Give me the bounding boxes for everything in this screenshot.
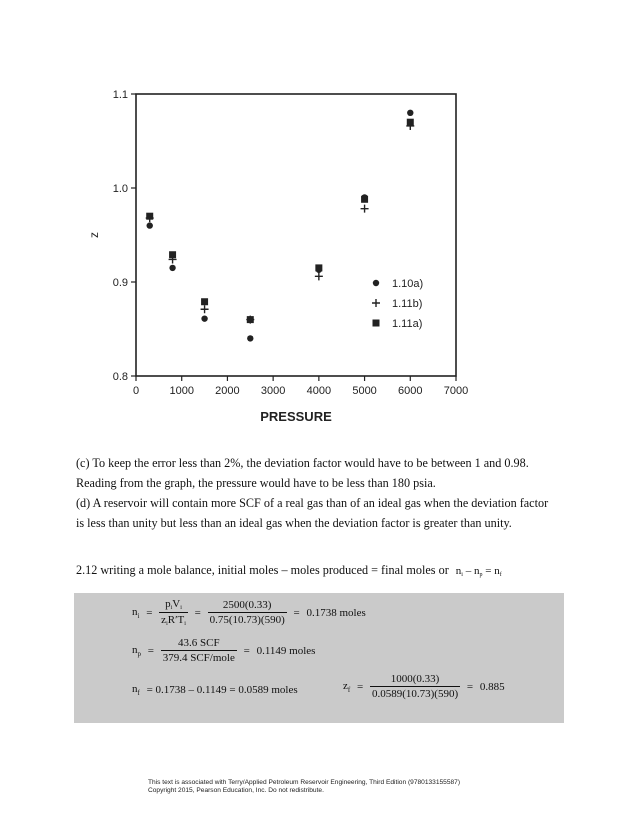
data-point-circle: [201, 315, 207, 321]
x-axis-label: PRESSURE: [260, 409, 332, 424]
y-tick-label: 0.8: [112, 371, 128, 383]
mole-balance-inline-equation: ni – np = nf: [455, 565, 502, 578]
data-point-circle: [147, 222, 153, 228]
x-tick-label: 0: [132, 385, 140, 397]
x-tick-label: 6000: [398, 385, 423, 397]
y-axis-label: z: [87, 232, 101, 238]
data-point-square: [146, 213, 153, 220]
legend-label: 1.11a): [392, 318, 423, 330]
x-tick-label: 5000: [352, 385, 377, 397]
paragraph-c-line2: Reading from the graph, the pressure would have to be less than 180 psia.: [76, 476, 436, 490]
data-point-plus: [201, 305, 209, 313]
y-tick-label: 1.0: [112, 183, 128, 195]
paragraph-c-line1: (c) To keep the error less than 2%, the deviation factor would have to be between 1 and 0.98.: [76, 456, 529, 470]
paragraph-d-line2: is less than unity but less than an ideal gas when the deviation factor is greater than unity.: [76, 516, 512, 530]
data-point-square: [315, 264, 322, 271]
data-point-square: [361, 196, 368, 203]
legend-marker-plus: [372, 299, 380, 307]
data-point-plus: [361, 205, 369, 213]
y-tick-label: 1.1: [112, 89, 128, 101]
equation-final-moles: $n_f = 0.1738 - 0.1149 = 0.0589$ moles: [132, 683, 298, 697]
data-point-square: [247, 316, 254, 323]
equation-produced-moles: $n_p$ = $\frac{\text{43.6 SCF}}{\text{379.4 SCF/mole}}$ = 0.1149 moles: [132, 637, 316, 664]
paragraph-2-12-text: 2.12 writing a mole balance, initial moles – moles produced = final moles or: [76, 563, 449, 577]
calculation-box: [74, 593, 564, 723]
equation-initial-moles: $n_i$ = $\frac{\text{piVi}}{\text{ziR′Ti}}$ = $\frac{2500(0.33)}{0.75(10.73)(590)}$ = 0.1738 moles: [132, 598, 366, 627]
data-point-circle: [247, 335, 253, 341]
chart-svg: [84, 76, 494, 436]
equation-final-z: $z_f$ = $\frac{1000(0.33)}{0.0589(10.73)(590)}$ = 0.885: [343, 673, 505, 700]
data-point-plus: [315, 272, 323, 280]
data-point-circle: [407, 110, 413, 116]
data-point-square: [407, 119, 414, 126]
x-tick-label: 7000: [443, 385, 469, 397]
paragraph-d-line1: (d) A reservoir will contain more SCF of a real gas than of an ideal gas when the deviation factor: [76, 496, 549, 510]
legend-marker-square: [373, 320, 380, 327]
paragraph-2-12: [76, 560, 576, 585]
data-point-square: [201, 298, 208, 305]
y-tick-label: 0.9: [112, 277, 128, 289]
x-tick-label: 1000: [169, 385, 194, 397]
data-point-circle: [169, 265, 175, 271]
x-tick-label: 2000: [215, 385, 240, 397]
footer-copyright: Copyright 2015, Pearson Education, Inc. Do not redistribute.: [148, 787, 324, 794]
x-tick-label: 3000: [260, 385, 286, 397]
legend-label: 1.11b): [392, 298, 423, 310]
legend-marker-circle: [373, 280, 379, 286]
x-tick-label: 4000: [306, 385, 332, 397]
footer-attribution: This text is associated with Terry/Applied Petroleum Reservoir Engineering, Third Edition (9780133155587): [148, 779, 461, 786]
legend-label: 1.10a): [392, 278, 424, 290]
plot-frame: [136, 94, 456, 376]
data-point-square: [169, 251, 176, 258]
z-factor-chart: [84, 76, 494, 436]
